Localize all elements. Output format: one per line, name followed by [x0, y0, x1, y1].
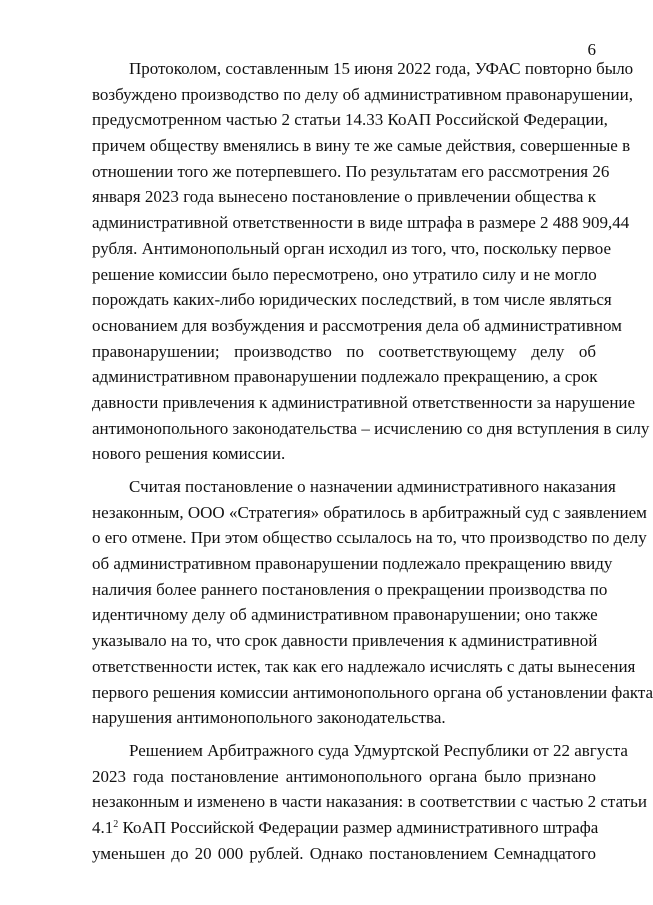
text-line: административном правонарушении подлежало прекращению, а срок [92, 367, 598, 387]
paragraph-court-decision [92, 738, 647, 866]
text-line: первого решения комиссии антимонопольного органа об установлении факта [92, 682, 653, 702]
article-superscript: 2 [113, 818, 119, 830]
text-line: указывало на то, что срок давности привлечения к административной [92, 631, 598, 651]
article-number: 4.1 [92, 817, 114, 837]
text-line: уменьшен до 20 000 рублей. Однако постановлением Семнадцатого [92, 843, 596, 863]
text-line: незаконным и изменено в части наказания: в соответствии с частью 2 статьи [92, 792, 647, 812]
text-line: наличия более раннего постановления о прекращении производства по [92, 579, 608, 599]
text-line: давности привлечения к административной ответственности за нарушение [92, 392, 636, 412]
text-line: января 2023 года вынесено постановление о привлечении общества к [92, 187, 596, 207]
text-line: нового решения комиссии. [92, 444, 286, 464]
text-line: о его отмене. При этом общество ссылалось на то, что производство по делу [92, 528, 647, 548]
text-line: Решением Арбитражного суда Удмуртской Республики от 22 августа [129, 740, 628, 760]
text-line: об административном правонарушении подлежало прекращению ввиду [92, 554, 613, 574]
text-line: рубля. Антимонопольный орган исходил из того, что, поскольку первое [92, 238, 612, 258]
paragraph-appeal [92, 474, 653, 731]
text-line: основанием для возбуждения и рассмотрения дела об административном [92, 315, 622, 335]
text-line: правонарушении; производство по соответствующему делу об [92, 341, 596, 361]
text-line: административной ответственности в виде штрафа в размере 2 488 909,44 [92, 213, 630, 233]
paragraph-protocol [92, 56, 650, 467]
text-line: ответственности истек, так как его надлежало исчислять с даты вынесения [92, 656, 636, 676]
page-number: 6 [587, 40, 596, 59]
text-line: незаконным, ООО «Стратегия» обратилось в арбитражный суд с заявлением [92, 502, 647, 522]
text-line: решение комиссии было пересмотрено, оно утратило силу и не могло [92, 264, 597, 284]
text-line: причем обществу вменялись в вину те же самые действия, совершенные в [92, 136, 631, 156]
text-line: идентичному делу об административном правонарушении; оно также [92, 605, 598, 625]
text-line: возбуждено производство по делу об административном правонарушении, [92, 84, 634, 104]
text-line: порождать каких-либо юридических последствий, в том числе являться [92, 290, 612, 310]
text-line: антимонопольного законодательства – исчислению со дня вступления в силу [92, 418, 650, 438]
text-line: нарушения антимонопольного законодательства. [92, 708, 446, 728]
document-body [92, 56, 653, 866]
text-line-with-superscript [92, 815, 599, 841]
text-line: Считая постановление о назначении административного наказания [129, 477, 616, 496]
text-line: 2023 года постановление антимонопольного органа было признано [92, 766, 596, 786]
text-line: предусмотренном частью 2 статьи 14.33 КоАП Российской Федерации, [92, 110, 608, 130]
text-line: отношении того же потерпевшего. По результатам его рассмотрения 26 [92, 161, 610, 181]
text-fragment: КоАП Российской Федерации размер административного штрафа [118, 817, 599, 837]
text-line: Протоколом, составленным 15 июня 2022 года, УФАС повторно было [129, 59, 634, 78]
